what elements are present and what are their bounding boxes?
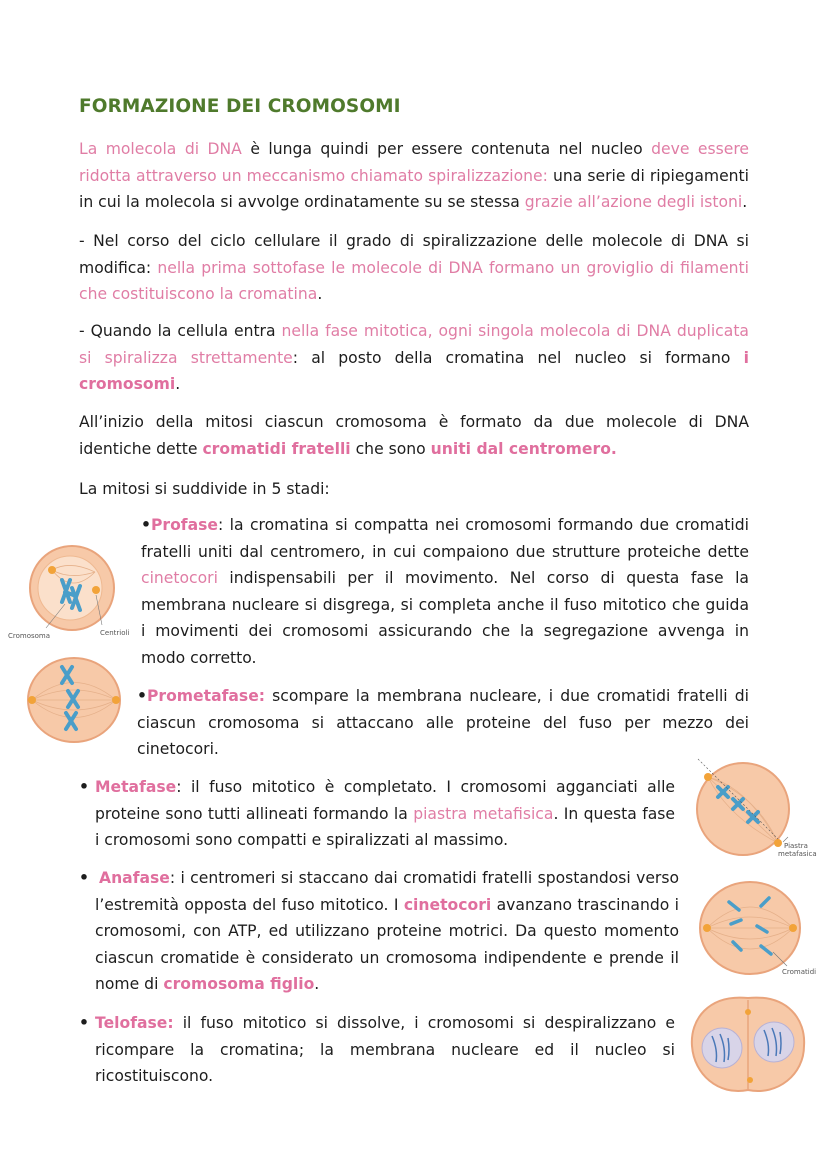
telofase-cell-image bbox=[688, 990, 808, 1102]
paragraph-fase-mitotica: - Quando la cellula entra nella fase mitotica, ogni singola molecola di DNA duplicata si spiralizza strettamente: al posto della cromatina nel nucleo si formano i cromosomi. bbox=[79, 322, 749, 394]
centriole-icon bbox=[745, 1009, 751, 1015]
label-cromosoma: Cromosoma bbox=[8, 632, 51, 640]
label-centrioli: Centrioli bbox=[100, 629, 130, 637]
centriole-icon bbox=[112, 696, 120, 704]
centriole-icon bbox=[774, 839, 782, 847]
anafase-text: • Anafase: i centromeri si staccano dai cromatidi fratelli spostandosi verso l’estremità opposta del fuso mitotico. I cinetocori avanzano trascinando i cromosomi, con ATP, ed utilizzano proteine motrici. Da questo momento ciascun cromatide è considerato un cromosoma indipendente e prende il nome di cromosoma figlio. bbox=[79, 869, 679, 994]
profase-text: •Profase: la cromatina si compatta nei cromosomi formando due cromatidi fratelli uniti dal centromero, in cui compaiono due strutture proteiche dette cinetocori indispensabili per il movimento. Nel corso di questa fase la membrana nucleare si disgrega, si completa anche il fuso mitotico che guida i movimenti dei cromosomi assicurando che la segregazione avvenga in modo corretto. bbox=[141, 516, 749, 667]
centriole-icon bbox=[92, 586, 100, 594]
paragraph-dna: La molecola di DNA è lunga quindi per essere contenuta nel nucleo deve essere ridotta attraverso un meccanismo chiamato spiralizzazione: una serie di ripiegamenti in cui la molecola si avvolge ordinatamente su se stessa grazie all’azione degli istoni. bbox=[79, 140, 750, 212]
centriole-icon bbox=[747, 1077, 753, 1083]
metafase-text: • Metafase: il fuso mitotico è completato. I cromosomi agganciati alle proteine sono tutti allineati formando la piastra metafisica. In questa fase i cromosomi sono compatti e spiralizzati al massimo. bbox=[79, 778, 675, 850]
anafase-cell-image bbox=[695, 876, 828, 980]
prometafase-cell-image bbox=[24, 655, 124, 745]
paragraph-cromatina: - Nel corso del ciclo cellulare il grado di spiralizzazione delle molecole di DNA si modifica: nella prima sottofase le molecole di DNA formano un groviglio di filamenti che costituiscono la cromatina. bbox=[79, 232, 749, 304]
nucleus bbox=[754, 1022, 794, 1062]
centriole-icon bbox=[704, 773, 712, 781]
paragraph-stadi: La mitosi si suddivide in 5 stadi: bbox=[79, 480, 330, 498]
label-metafasica: metafasica bbox=[778, 850, 817, 858]
label-cromatidi: Cromatidi bbox=[782, 968, 817, 976]
telofase-text: • Telofase: il fuso mitotico si dissolve, i cromosomi si despiralizzano e ricompare la cromatina; la membrana nucleare ed il nucleo si ricostituiscono. bbox=[79, 1014, 675, 1086]
paragraph-cromatidi: All’inizio della mitosi ciascun cromosoma è formato da due molecole di DNA identiche dette cromatidi fratelli che sono uniti dal centromero. bbox=[79, 413, 749, 458]
label-piastra: Piastra bbox=[784, 842, 808, 850]
centriole-icon bbox=[28, 696, 36, 704]
page-title: FORMAZIONE DEI CROMOSOMI bbox=[79, 96, 401, 117]
centriole-icon bbox=[703, 924, 711, 932]
centriole-icon bbox=[789, 924, 797, 932]
prometafase-text: •Prometafase: scompare la membrana nucleare, i due cromatidi fratelli di ciascun cromosoma si attaccano alle proteine del fuso per mezzo dei cinetocori. bbox=[137, 687, 749, 759]
centriole-icon bbox=[48, 566, 56, 574]
nucleus bbox=[702, 1028, 742, 1068]
